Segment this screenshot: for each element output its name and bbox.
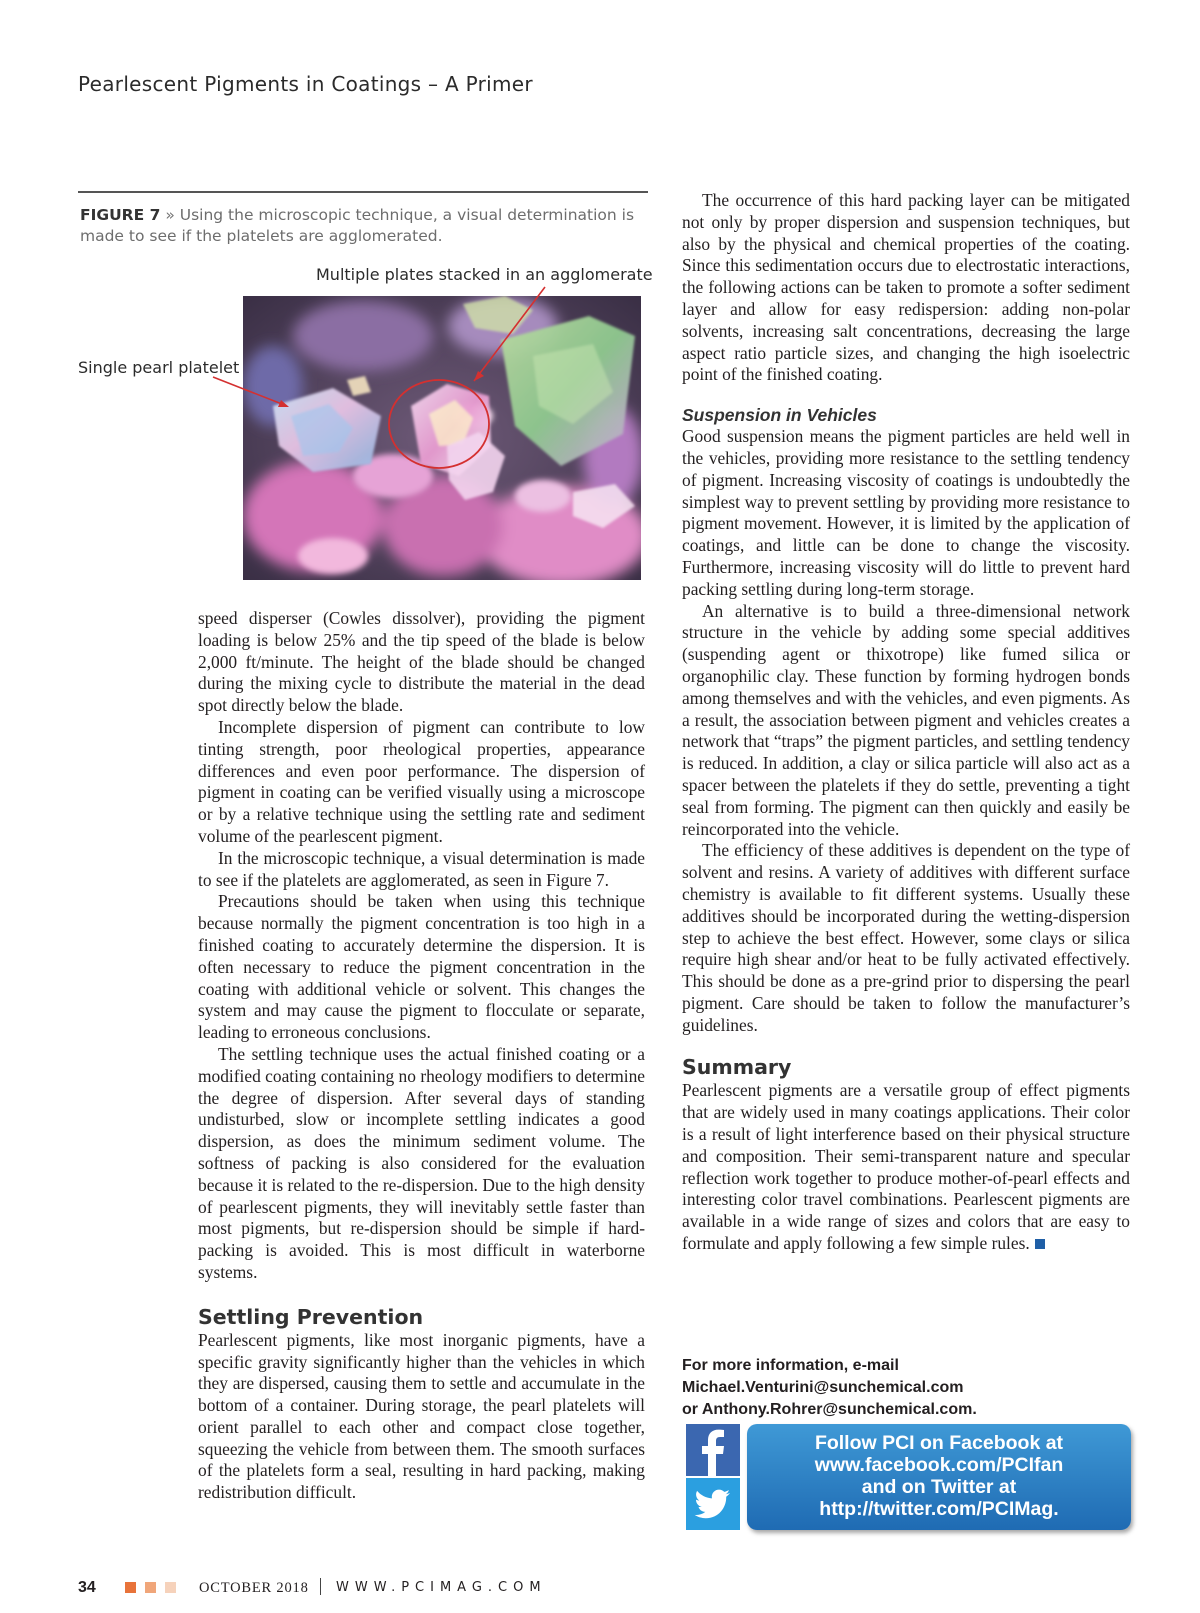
contact-prefix: For more information, e-mail [682, 1357, 899, 1374]
facebook-icon[interactable] [686, 1424, 740, 1476]
figure-label: FIGURE 7 [80, 206, 161, 224]
social-line-facebook-label: Follow PCI on Facebook at [814, 1432, 1064, 1454]
left-paragraph-3: In the microscopic technique, a visual determination is made to see if the platelets are agglomerated, as seen in Figure 7. [198, 847, 645, 890]
footer-square-2 [145, 1582, 156, 1593]
left-paragraph-1: speed disperser (Cowles dissolver), providing the pigment loading is below 25% and the tip speed of the blade is below 2,000 ft/minute. The height of the blade should be changed during the mixing cycle to distribute the material in the dead spot directly below the blade. [198, 608, 645, 716]
settling-prevention-heading: Settling Prevention [198, 1304, 424, 1329]
running-header-title: Pearlescent Pigments in Coatings – A Primer [78, 72, 533, 96]
page-number: 34 [78, 1579, 96, 1596]
social-line-facebook-url[interactable]: www.facebook.com/PCIfan [814, 1454, 1064, 1476]
left-paragraph-2: Incomplete dispersion of pigment can contribute to low tinting strength, poor rheological properties, appearance differences and even poor performance. The dispersion of pigment in coating can be verified visually using a microscope or by a relative technique using the settling rate and sediment volume of the pearlescent pigment. [198, 716, 645, 846]
social-line-twitter-url[interactable]: http://twitter.com/PCIMag. [819, 1498, 1059, 1520]
settling-prevention-paragraph: Pearlescent pigments, like most inorganic pigments, have a specific gravity significantly higher than the vehicles in which they are dispersed, causing them to settle and accumulate in the bottom of a container. During storage, the pearl platelets will orient parallel to each other and compact close together, squeezing the vehicle from between them. The smooth surfaces of the platelets form a seal, resulting in hard packing, making redistribution difficult. [198, 1329, 645, 1503]
figure-caption [80, 205, 645, 247]
contact-joiner: or [682, 1401, 698, 1418]
figure-separator: » [165, 206, 175, 224]
right-column [682, 190, 1130, 1255]
social-follow-banner[interactable] [747, 1424, 1131, 1530]
end-of-article-mark [1035, 1239, 1045, 1249]
left-column [198, 608, 645, 1504]
callout-single-platelet: Single pearl platelet [78, 358, 240, 377]
micrograph-image [243, 296, 641, 580]
right-intro-paragraph: The occurrence of this hard packing layer can be mitigated not only by proper dispersion and suspension techniques, but also by the physical and chemical properties of the coating. Since this sedimentation occurs due to electrostatic interactions, the following actions can be taken to promote a softer sediment layer and allow for easy redispersion: adding non-polar solvents, increasing salt concentrations, decreasing the large aspect ratio particle sizes, and changing the high isoelectric point of the finished coating. [682, 190, 1130, 385]
contact-email-venturini[interactable]: Michael.Venturini@sunchemical.com [682, 1379, 964, 1396]
contact-info [682, 1355, 1130, 1421]
figure-top-rule [78, 191, 648, 193]
footer-square-3 [165, 1582, 176, 1593]
footer-divider [320, 1578, 321, 1595]
website-url[interactable]: WWW.PCIMAG.COM [336, 1580, 547, 1595]
suspension-heading: Suspension in Vehicles [682, 405, 877, 426]
summary-text: Pearlescent pigments are a versatile group of effect pigments that are widely used in many coatings applications. Their color is a result of light interference based on their physical structure and composition. Their semi-transparent nature and specular reflection work together to produce mother-of-pearl effects and interesting color travel combinations. Pearlescent pigments are available in a wide range of sizes and colors that are easy to formulate and apply following a few simple rules. [682, 1080, 1130, 1254]
callout-multiple-plates: Multiple plates stacked in an agglomerate [316, 265, 653, 284]
suspension-paragraph-1: Good suspension means the pigment particles are held well in the vehicles, providing more resistance to the settling tendency of pigment. Increasing viscosity of coatings is undoubtedly the simplest way to prevent settling by providing more resistance to pigment movement. However, it is limited by the application of coatings, and little can be done to change the viscosity. Furthermore, increasing viscosity will do little to prevent hard packing settling during long-term storage. [682, 426, 1130, 599]
twitter-icon[interactable] [686, 1478, 740, 1530]
summary-paragraph [682, 1080, 1130, 1254]
left-paragraph-5: The settling technique uses the actual finished coating or a modified coating containing no rheology modifiers to determine the degree of dispersion. After several days of standing undisturbed, slow or incomplete settling indicates a good dispersion, as does the minimum sediment volume. The softness of packing is also considered for the evaluation because it is related to the re-dispersion. Due to the high density of pearlescent pigments, they will inevitably settle faster than most pigments, but re-dispersion should be simple if hard-packing is avoided. This is most difficult in waterborne systems. [198, 1043, 645, 1282]
footer-square-1 [125, 1582, 136, 1593]
contact-email-rohrer[interactable]: Anthony.Rohrer@sunchemical.com. [701, 1401, 977, 1418]
issue-date: OCTOBER 2018 [199, 1580, 309, 1596]
figure-caption-text: Using the microscopic technique, a visual determination is made to see if the platelets are agglomerated. [80, 206, 635, 245]
summary-heading: Summary [682, 1055, 792, 1080]
suspension-paragraph-2: An alternative is to build a three-dimensional network structure in the vehicle by adding some special additives (suspending agent or thixotrope) like fumed silica or organophilic clay. These function by forming hydrogen bonds among themselves and with the vehicles, and even pigments. As a result, the association between pigment and vehicles creates a network that “traps” the pigment particles, and settling tendency is reduced. In addition, a clay or silica particle will also act as a spacer between the platelets if they do settle, preventing a tight seal from forming. The pigment can then quickly and easily be reincorporated into the vehicle. [682, 600, 1130, 839]
suspension-paragraph-3: The efficiency of these additives is dependent on the type of solvent and resins. A variety of additives with different surface chemistry is available to fit different systems. Usually these additives should be incorporated during the wetting-dispersion step to achieve the best effect. However, some clays or silica require high shear and/or heat to be fully activated effectively. This should be done as a pre-grind prior to dispersing the pearl pigment. Care should be taken to follow the manufacturer’s guidelines. [682, 840, 1130, 1035]
left-paragraph-4: Precautions should be taken when using this technique because normally the pigment concentration is too high in a finished coating to accurately determine the dispersion. It is often necessary to reduce the pigment concentration in the coating with additional vehicle or solvent. This changes the system and may cause the pigment to flocculate or separate, leading to erroneous conclusions. [198, 891, 645, 1043]
social-icons [686, 1424, 740, 1532]
social-line-twitter-label: and on Twitter at [861, 1476, 1017, 1498]
